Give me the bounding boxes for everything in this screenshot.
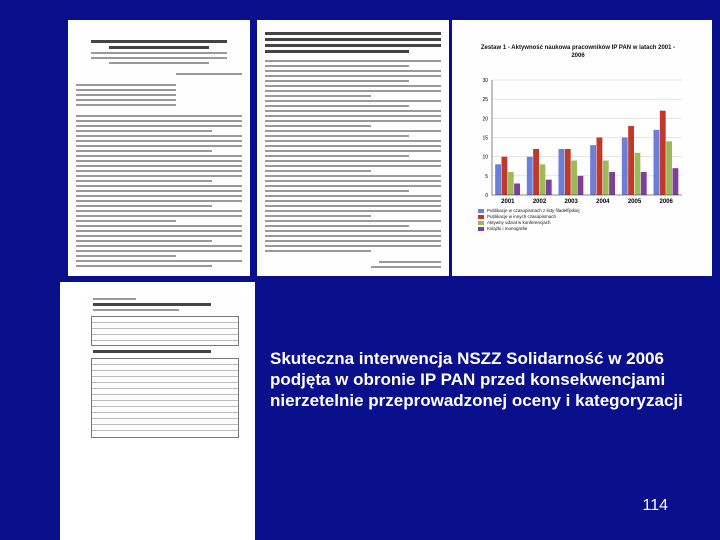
document-letter-1 [68,20,250,276]
bar [660,111,666,195]
legend-swatch [478,227,484,231]
x-tick-label: 2005 [627,199,642,205]
y-tick-label: 30 [482,78,488,84]
bar [565,149,571,195]
y-tick-label: 0 [485,193,488,199]
bar [666,141,672,195]
caption-line-3: nierzetelnie przeprowadzonej oceny i kategoryzacji [270,391,683,410]
chart-legend [478,208,678,232]
bar [514,184,520,196]
slide-left-band [0,0,60,540]
legend-label: Aktywny udział w konferencjach [487,220,551,225]
y-tick-label: 20 [482,116,488,123]
bar [533,149,539,195]
bar [495,164,501,195]
y-tick-label: 10 [482,154,488,161]
bar [527,157,533,195]
bar [540,164,546,195]
bar [654,130,660,195]
caption-line-2: podjęta w obronie IP PAN przed konsekwencjami [270,370,666,389]
x-tick-label: 2006 [659,199,673,205]
legend-swatch [478,215,484,219]
bar [546,180,552,195]
bar [502,157,508,195]
legend-label: Książki i monografie [487,226,528,231]
chart-document [452,20,712,276]
y-tick-label: 15 [482,135,488,142]
page-number: 114 [642,497,668,514]
bar [609,172,615,195]
bar [508,172,514,195]
bar-chart [452,20,712,276]
bar [641,172,647,195]
y-tick-label: 25 [482,97,488,104]
legend-item [478,226,678,232]
x-tick-label: 2004 [596,199,610,205]
bar [597,138,603,196]
document-letter-2 [257,20,449,276]
bar [628,126,634,195]
chart-title: Zestaw 1 - Aktywność naukowa pracowników IP PAN w latach 2001 - 2006 [480,45,676,59]
bar [590,145,596,195]
legend-label: Publikacje w czasopismach z listy filadelfijskiej [487,208,580,213]
bar [571,161,577,196]
y-tick-label: 5 [485,173,488,180]
bar [622,138,628,196]
legend-swatch [478,221,484,225]
x-tick-label: 2002 [532,199,547,205]
x-tick-label: 2003 [564,199,578,205]
x-tick-label: 2001 [501,199,515,205]
bar [559,149,565,195]
document-table-2 [85,346,245,441]
bar [635,153,641,195]
slide-caption [270,348,710,411]
bar [603,161,609,196]
caption-line-1: Skuteczna interwencja NSZZ Solidarność w 2006 [270,349,664,368]
bar [578,176,584,195]
bar [673,168,679,195]
legend-label: Publikacje w innych czasopismach [487,214,557,219]
legend-swatch [478,209,484,213]
